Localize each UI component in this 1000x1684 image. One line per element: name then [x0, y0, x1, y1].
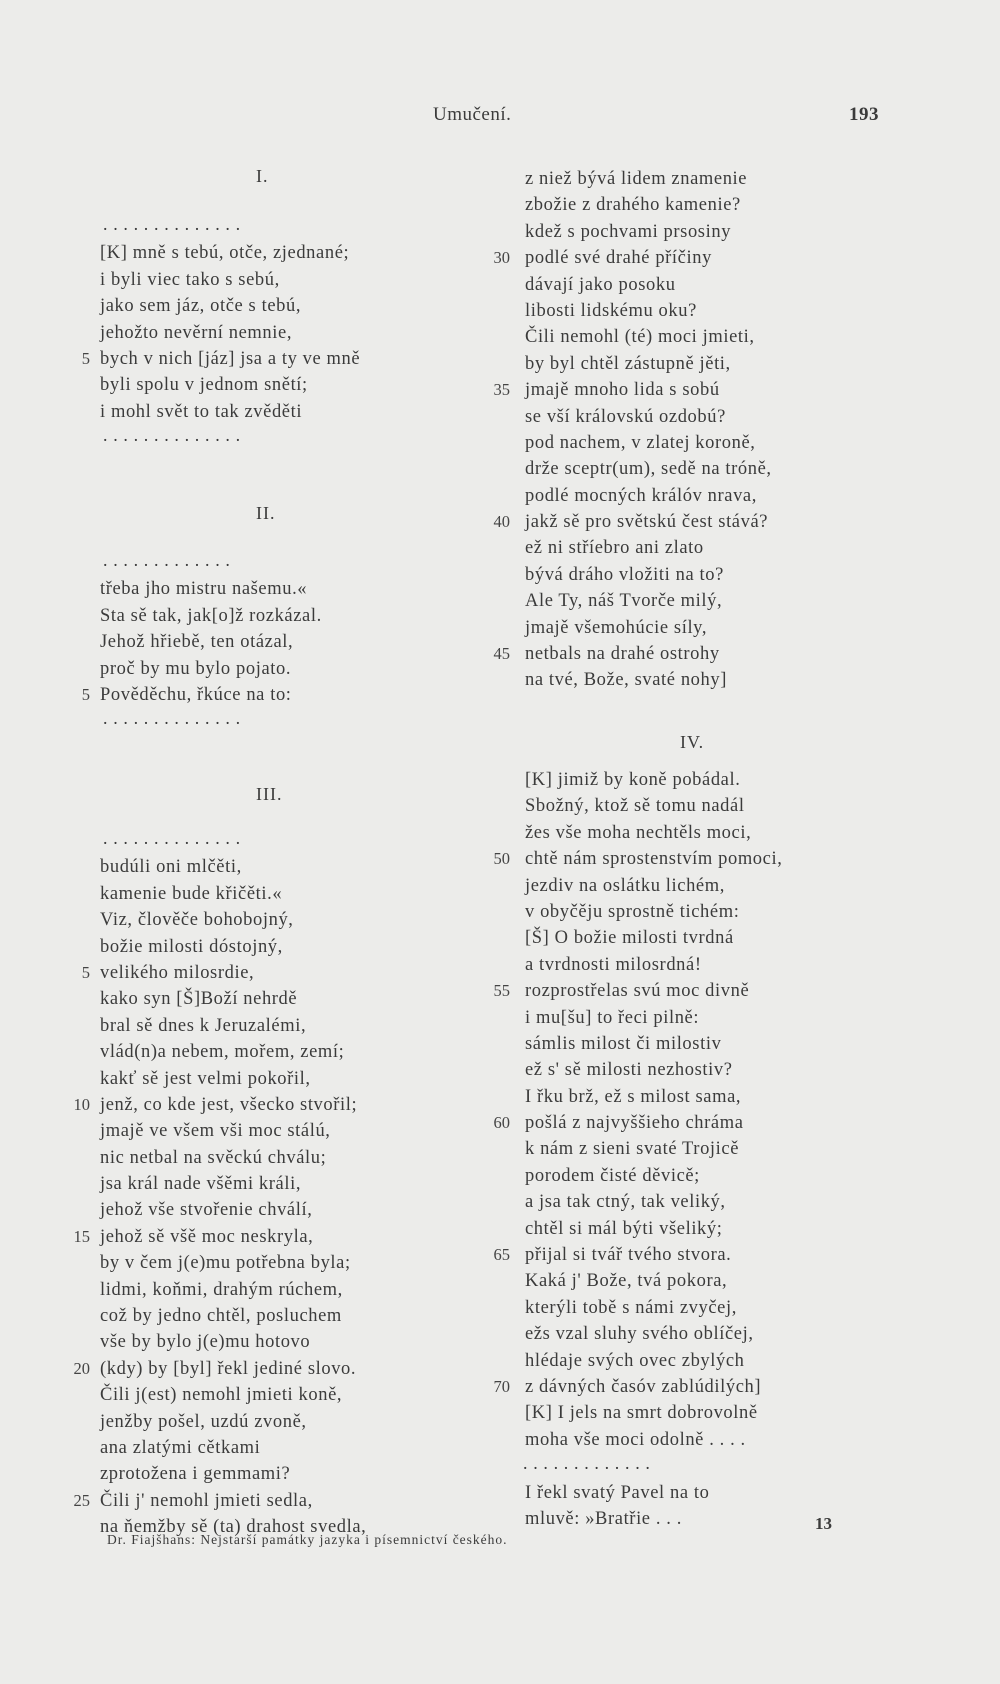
- verse-text: jehož vše stvořenie chválí,: [100, 1200, 313, 1221]
- verse-text: ana zlatými cětkami: [100, 1437, 261, 1458]
- verse-text: i mohl svět to tak zvěděti: [100, 401, 303, 422]
- verse-line: [480, 456, 860, 482]
- line-number: 40: [493, 512, 510, 532]
- verse-text: porodem čisté děvicě;: [525, 1165, 700, 1186]
- verse-line: [480, 272, 860, 298]
- verse-line: [480, 952, 860, 978]
- verse-line: [480, 978, 860, 1004]
- verse-text: jenžby pošel, uzdú zvoně,: [100, 1411, 307, 1432]
- verse-line: [480, 1084, 860, 1110]
- verse-text: nic netbal na svěckú chválu;: [100, 1147, 327, 1168]
- verse-text: I řekl svatý Pavel na to: [525, 1482, 710, 1503]
- verse-text: a jsa tak ctný, tak veliký,: [525, 1192, 726, 1213]
- section-4: [480, 767, 860, 1532]
- verse-line: [480, 1242, 860, 1268]
- verse-text: kterýli tobě s námi zvyčej,: [525, 1297, 737, 1318]
- verse-text: v obyčěju sprostně tichém:: [525, 901, 740, 922]
- verse-line: [480, 324, 860, 350]
- verse-line: [60, 1250, 460, 1276]
- verse-text: bral sě dnes k Jeruzalémi,: [100, 1015, 307, 1036]
- verse-line: [480, 219, 860, 245]
- verse-text: i byli viec tako s sebú,: [100, 269, 280, 290]
- verse-text: by byl chtěl zástupně jěti,: [525, 353, 731, 374]
- verse-text: Čili j' nemohl jmieti sedla,: [100, 1490, 313, 1511]
- verse-line: [60, 907, 460, 933]
- verse-text: Viz, člověče bohobojný,: [100, 910, 294, 931]
- verse-text: jenž, co kde jest, všecko stvořil;: [100, 1094, 358, 1115]
- verse-text: Sta sě tak, jak[o]ž rozkázal.: [100, 605, 322, 626]
- verse-text: netbals na drahé ostrohy: [525, 644, 720, 665]
- verse-text: Pověděchu, řkúce na to:: [100, 684, 292, 705]
- verse-line: [480, 245, 860, 271]
- verse-line: [480, 192, 860, 218]
- verse-text: zbožie z drahého kamenie?: [525, 195, 741, 216]
- verse-line: [60, 629, 460, 655]
- verse-text: na ňemžby sě (ta) drahost svedla,: [100, 1517, 367, 1538]
- section-2: [60, 550, 460, 735]
- verse-line: [60, 1197, 460, 1223]
- verse-line: [480, 846, 860, 872]
- verse-line: [480, 1506, 860, 1532]
- verse-text: [K] mně s tebú, otče, zjednané;: [100, 243, 350, 264]
- line-number: 65: [493, 1245, 510, 1265]
- verse-line: [480, 1374, 860, 1400]
- verse-text: chtě nám sprostenstvím pomoci,: [525, 849, 783, 870]
- verse-text: budúli oni mlčěti,: [100, 857, 242, 878]
- verse-line: [60, 1488, 460, 1514]
- verse-text: Čili nemohl (té) moci jmieti,: [525, 327, 755, 348]
- verse-line: [60, 1092, 460, 1118]
- verse-list: [480, 166, 860, 694]
- line-number: 20: [73, 1358, 90, 1378]
- verse-list: [480, 767, 860, 1453]
- verse-text: se vší královskú ozdobú?: [525, 406, 726, 427]
- verse-text: velikého milosrdie,: [100, 962, 255, 983]
- verse-text: proč by mu bylo pojato.: [100, 658, 292, 679]
- verse-text: rozprostřelas svú moc divně: [525, 981, 750, 1002]
- verse-line: [480, 793, 860, 819]
- verse-line: [60, 240, 460, 266]
- verse-text: kdež s pochvami prsosiny: [525, 221, 732, 242]
- verse-line: [480, 899, 860, 925]
- verse-text: vše by bylo j(e)mu hotovo: [100, 1332, 311, 1353]
- verse-line: [60, 1013, 460, 1039]
- verse-text: jehožto nevěrní nemnie,: [100, 322, 293, 343]
- verse-line: [60, 1066, 460, 1092]
- verse-text: drže sceptr(um), sedě na tróně,: [525, 459, 772, 480]
- verse-text: mluvě: »Bratřie . . .: [525, 1508, 682, 1529]
- line-number: 5: [81, 348, 90, 368]
- verse-text: podlé své drahé příčiny: [525, 248, 712, 269]
- verse-text: kakť sě jest velmi pokořil,: [100, 1068, 311, 1089]
- verse-text: ež ni stříebro ani zlato: [525, 538, 704, 559]
- verse-text: by v čem j(e)mu potřebna byla;: [100, 1253, 351, 1274]
- verse-text: lidmi, koňmi, drahým rúchem,: [100, 1279, 343, 1300]
- verse-line: [480, 641, 860, 667]
- ellipsis-line: . . . . . . . . . . . . . .: [103, 708, 241, 729]
- running-header: [0, 104, 1000, 130]
- verse-text: ež s' sě milosti nezhostiv?: [525, 1060, 733, 1081]
- verse-list: [60, 240, 460, 425]
- verse-line: [60, 1277, 460, 1303]
- verse-line: [480, 1136, 860, 1162]
- verse-list: [60, 854, 460, 1540]
- verse-line: [60, 1039, 460, 1065]
- verse-line: [480, 667, 860, 693]
- verse-line: [60, 293, 460, 319]
- footer-note: Dr. Fiajšhans: Nejstarší památky jazyka i písemnictví českého.: [107, 1532, 508, 1547]
- verse-line: [60, 1171, 460, 1197]
- verse-line: [480, 1216, 860, 1242]
- verse-text: přijal si tvář tvého stvora.: [525, 1245, 732, 1266]
- verse-line: [480, 820, 860, 846]
- verse-line: [60, 399, 460, 425]
- section-1: [60, 214, 460, 452]
- sheet-number: 13: [815, 1514, 832, 1533]
- verse-text: jakž sě pro světskú čest stává?: [525, 512, 769, 533]
- verse-line: [480, 1321, 860, 1347]
- verse-text: ežs vzal sluhy svého oblíčej,: [525, 1324, 754, 1345]
- verse-line: [60, 267, 460, 293]
- verse-line: [480, 615, 860, 641]
- line-number: 60: [493, 1113, 510, 1133]
- verse-line: [480, 562, 860, 588]
- verse-line: [480, 1295, 860, 1321]
- verse-text: božie milosti dóstojný,: [100, 936, 283, 957]
- line-number: 50: [493, 849, 510, 869]
- verse-text: [K] I jels na smrt dobrovolně: [525, 1403, 758, 1424]
- verse-text: a tvrdnosti milosrdná!: [525, 954, 702, 975]
- verse-line: [480, 298, 860, 324]
- verse-line: [480, 1348, 860, 1374]
- verse-line: [60, 656, 460, 682]
- running-title: Umučení.: [433, 104, 512, 125]
- verse-text: kako syn [Š]Boží nehrdě: [100, 989, 298, 1010]
- verse-line: [480, 1268, 860, 1294]
- verse-line: [60, 346, 460, 372]
- verse-text: z dávných časóv zablúdilých]: [525, 1376, 762, 1397]
- verse-line: [60, 1118, 460, 1144]
- verse-text: chtěl si mál býti všeliký;: [525, 1218, 723, 1239]
- verse-text: hlédaje svých ovec zbylých: [525, 1350, 745, 1371]
- verse-line: [60, 1145, 460, 1171]
- verse-text: [Š] O božie milosti tvrdná: [525, 928, 734, 949]
- verse-line: [480, 430, 860, 456]
- verse-text: na tvé, Bože, svaté nohy]: [525, 670, 727, 691]
- verse-line: [60, 1382, 460, 1408]
- verse-line: [480, 1163, 860, 1189]
- verse-list: [480, 1480, 860, 1533]
- ellipsis-line: . . . . . . . . . . . . .: [103, 550, 231, 570]
- verse-line: [480, 1427, 860, 1453]
- verse-text: byli spolu v jednom snětí;: [100, 375, 308, 396]
- verse-text: jsa král nade všěmi králi,: [100, 1174, 302, 1195]
- verse-text: bývá dráho vložiti na to?: [525, 564, 724, 585]
- verse-line: [480, 873, 860, 899]
- line-number: 15: [73, 1226, 90, 1246]
- verse-text: libosti lidskému oku?: [525, 300, 697, 321]
- line-number: 30: [493, 248, 510, 268]
- verse-text: k nám z sieni svaté Trojicě: [525, 1139, 740, 1160]
- verse-line: [60, 960, 460, 986]
- verse-line: [60, 934, 460, 960]
- line-number: 5: [81, 962, 90, 982]
- verse-text: dávají jako posoku: [525, 274, 676, 295]
- line-number: 25: [73, 1490, 90, 1510]
- verse-line: [60, 682, 460, 708]
- verse-line: [60, 1224, 460, 1250]
- verse-text: pod nachem, v zlatej koroně,: [525, 432, 756, 453]
- line-number: 35: [493, 380, 510, 400]
- verse-text: pošlá z najvyššieho chráma: [525, 1113, 744, 1134]
- verse-line: [480, 377, 860, 403]
- verse-text: jako sem jáz, otče s tebú,: [100, 296, 302, 317]
- verse-line: [480, 483, 860, 509]
- verse-line: [60, 372, 460, 398]
- verse-line: [60, 1409, 460, 1435]
- verse-text: žes vše moha nechtěls moci,: [525, 822, 752, 843]
- verse-text: Sbožný, ktož sě tomu nadál: [525, 796, 745, 817]
- verse-text: Ale Ty, náš Tvorče milý,: [525, 591, 723, 612]
- verse-line: [480, 1031, 860, 1057]
- verse-line: [60, 1303, 460, 1329]
- verse-line: [480, 535, 860, 561]
- verse-line: [60, 986, 460, 1012]
- verse-line: [60, 320, 460, 346]
- line-number: 5: [81, 684, 90, 704]
- ellipsis-line: . . . . . . . . . . . . . .: [103, 425, 241, 446]
- verse-text: I řku brž, ež s milost sama,: [525, 1086, 742, 1107]
- line-number: 55: [493, 981, 510, 1001]
- verse-line: [480, 1110, 860, 1136]
- verse-text: kamenie bude křičěti.«: [100, 883, 283, 904]
- verse-text: Čili j(est) nemohl jmieti koně,: [100, 1385, 343, 1406]
- section-heading-1: I.: [256, 166, 269, 186]
- section-3: [60, 828, 460, 1541]
- section-3-continued: [480, 166, 860, 694]
- verse-line: [60, 854, 460, 880]
- verse-line: [60, 1461, 460, 1487]
- verse-line: [480, 1480, 860, 1506]
- ellipsis-line: . . . . . . . . . . . . .: [523, 1453, 651, 1474]
- verse-text: jmajě mnoho lida s sobú: [525, 380, 720, 401]
- verse-text: (kdy) by [byl] řekl jediné slovo.: [100, 1358, 357, 1379]
- page-number: 193: [849, 104, 879, 125]
- verse-text: jehož sě všě moc neskryla,: [100, 1226, 314, 1247]
- verse-line: [480, 404, 860, 430]
- section-heading-4: IV.: [680, 732, 705, 752]
- verse-line: [480, 1005, 860, 1031]
- verse-line: [480, 1189, 860, 1215]
- verse-line: [60, 1329, 460, 1355]
- verse-text: sámlis milost či milostiv: [525, 1033, 722, 1054]
- verse-text: z niež bývá lidem znamenie: [525, 169, 748, 189]
- ellipsis-line: . . . . . . . . . . . . . .: [103, 214, 241, 234]
- verse-text: Jehož hřiebě, ten otázal,: [100, 632, 294, 653]
- line-number: 10: [73, 1094, 90, 1114]
- verse-line: [480, 1400, 860, 1426]
- line-number: 70: [493, 1376, 510, 1396]
- verse-line: [480, 509, 860, 535]
- verse-text: vlád(n)a nebem, mořem, zemí;: [100, 1042, 345, 1063]
- line-number: 45: [493, 644, 510, 664]
- verse-line: [60, 1435, 460, 1461]
- verse-text: Kaká j' Bože, tvá pokora,: [525, 1271, 728, 1292]
- verse-text: jmajě ve všem vši moc stálú,: [100, 1121, 331, 1142]
- verse-text: moha vše moci odolně . . . .: [525, 1429, 746, 1450]
- verse-line: [480, 166, 860, 192]
- verse-line: [60, 881, 460, 907]
- verse-text: i mu[šu] to řeci pilně:: [525, 1007, 700, 1028]
- verse-text: třeba jho mistru našemu.«: [100, 579, 308, 600]
- verse-line: [480, 351, 860, 377]
- verse-line: [60, 576, 460, 602]
- verse-text: zprotožena i gemmami?: [100, 1464, 291, 1485]
- verse-line: [480, 767, 860, 793]
- verse-line: [60, 603, 460, 629]
- verse-line: [60, 1356, 460, 1382]
- section-heading-3: III.: [256, 784, 283, 804]
- verse-text: bych v nich [jáz] jsa a ty ve mně: [100, 348, 361, 369]
- verse-text: [K] jimiž by koně pobádal.: [525, 770, 741, 790]
- verse-line: [480, 588, 860, 614]
- verse-line: [480, 925, 860, 951]
- verse-line: [480, 1057, 860, 1083]
- verse-list: [60, 576, 460, 708]
- section-heading-2: II.: [256, 503, 276, 523]
- verse-text: jezdiv na oslátku lichém,: [525, 875, 725, 896]
- ellipsis-line: . . . . . . . . . . . . . .: [103, 828, 241, 848]
- verse-text: jmajě všemohúcie síly,: [525, 617, 708, 638]
- verse-text: což by jedno chtěl, posluchem: [100, 1306, 342, 1327]
- verse-text: podlé mocných králóv nrava,: [525, 485, 757, 506]
